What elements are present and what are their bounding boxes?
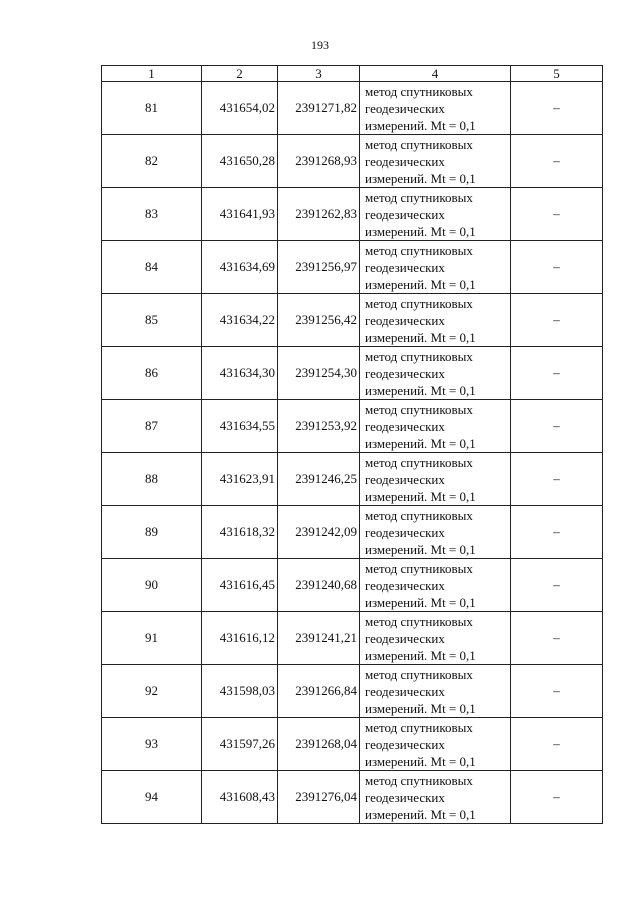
- note-cell: –: [511, 506, 603, 559]
- x-coordinate-cell: 431634,69: [202, 241, 278, 294]
- method-line: измерений. Mt = 0,1: [365, 541, 476, 557]
- method-line: геодезических: [365, 630, 445, 646]
- coordinates-table: [101, 65, 603, 824]
- note-cell: –: [511, 559, 603, 612]
- column-header-5: 5: [511, 66, 603, 82]
- method-line: геодезических: [365, 577, 445, 593]
- x-coordinate-cell: 431634,30: [202, 347, 278, 400]
- table-row: [102, 347, 603, 400]
- method-line: метод спутниковых: [365, 666, 473, 682]
- method-line: измерений. Mt = 0,1: [365, 753, 476, 769]
- method-line: метод спутниковых: [365, 772, 473, 788]
- table-row: [102, 294, 603, 347]
- method-line: измерений. Mt = 0,1: [365, 700, 476, 716]
- note-cell: –: [511, 718, 603, 771]
- y-coordinate-cell: 2391241,21: [278, 612, 360, 665]
- note-cell: –: [511, 135, 603, 188]
- x-coordinate-cell: 431650,28: [202, 135, 278, 188]
- table-row: [102, 612, 603, 665]
- note-cell: –: [511, 400, 603, 453]
- x-coordinate-cell: 431616,12: [202, 612, 278, 665]
- point-number-cell: 82: [102, 135, 202, 188]
- method-line: измерений. Mt = 0,1: [365, 647, 476, 663]
- method-line: геодезических: [365, 471, 445, 487]
- method-line: измерений. Mt = 0,1: [365, 806, 476, 822]
- x-coordinate-cell: 431634,22: [202, 294, 278, 347]
- note-cell: –: [511, 347, 603, 400]
- method-cell: [360, 718, 511, 771]
- method-line: измерений. Mt = 0,1: [365, 276, 476, 292]
- y-coordinate-cell: 2391242,09: [278, 506, 360, 559]
- method-line: геодезических: [365, 524, 445, 540]
- method-line: метод спутниковых: [365, 560, 473, 576]
- method-cell: [360, 241, 511, 294]
- table-row: [102, 665, 603, 718]
- column-header-2: 2: [202, 66, 278, 82]
- method-line: геодезических: [365, 206, 445, 222]
- point-number-cell: 93: [102, 718, 202, 771]
- method-line: метод спутниковых: [365, 613, 473, 629]
- method-line: геодезических: [365, 312, 445, 328]
- method-line: геодезических: [365, 365, 445, 381]
- method-line: измерений. Mt = 0,1: [365, 223, 476, 239]
- method-line: измерений. Mt = 0,1: [365, 382, 476, 398]
- column-header-3: 3: [278, 66, 360, 82]
- table-row: [102, 453, 603, 506]
- note-cell: –: [511, 453, 603, 506]
- note-cell: –: [511, 241, 603, 294]
- table-row: [102, 241, 603, 294]
- method-cell: [360, 612, 511, 665]
- point-number-cell: 91: [102, 612, 202, 665]
- method-cell: [360, 400, 511, 453]
- method-cell: [360, 665, 511, 718]
- x-coordinate-cell: 431608,43: [202, 771, 278, 824]
- x-coordinate-cell: 431616,45: [202, 559, 278, 612]
- table-row: [102, 82, 603, 135]
- table-row: [102, 135, 603, 188]
- method-cell: [360, 294, 511, 347]
- y-coordinate-cell: 2391271,82: [278, 82, 360, 135]
- method-line: метод спутниковых: [365, 295, 473, 311]
- method-cell: [360, 188, 511, 241]
- method-line: геодезических: [365, 418, 445, 434]
- point-number-cell: 81: [102, 82, 202, 135]
- point-number-cell: 94: [102, 771, 202, 824]
- y-coordinate-cell: 2391253,92: [278, 400, 360, 453]
- table-row: [102, 506, 603, 559]
- y-coordinate-cell: 2391268,93: [278, 135, 360, 188]
- method-line: метод спутниковых: [365, 507, 473, 523]
- x-coordinate-cell: 431641,93: [202, 188, 278, 241]
- method-cell: [360, 453, 511, 506]
- point-number-cell: 83: [102, 188, 202, 241]
- method-line: метод спутниковых: [365, 401, 473, 417]
- x-coordinate-cell: 431597,26: [202, 718, 278, 771]
- note-cell: –: [511, 612, 603, 665]
- column-header-1: 1: [102, 66, 202, 82]
- method-line: измерений. Mt = 0,1: [365, 435, 476, 451]
- y-coordinate-cell: 2391240,68: [278, 559, 360, 612]
- method-line: геодезических: [365, 153, 445, 169]
- x-coordinate-cell: 431623,91: [202, 453, 278, 506]
- table-row: [102, 771, 603, 824]
- x-coordinate-cell: 431654,02: [202, 82, 278, 135]
- note-cell: –: [511, 665, 603, 718]
- method-line: геодезических: [365, 736, 445, 752]
- table-row: [102, 718, 603, 771]
- y-coordinate-cell: 2391254,30: [278, 347, 360, 400]
- method-line: измерений. Mt = 0,1: [365, 170, 476, 186]
- method-line: измерений. Mt = 0,1: [365, 117, 476, 133]
- y-coordinate-cell: 2391276,04: [278, 771, 360, 824]
- x-coordinate-cell: 431634,55: [202, 400, 278, 453]
- method-line: измерений. Mt = 0,1: [365, 329, 476, 345]
- method-line: метод спутниковых: [365, 454, 473, 470]
- method-line: метод спутниковых: [365, 189, 473, 205]
- y-coordinate-cell: 2391268,04: [278, 718, 360, 771]
- method-line: метод спутниковых: [365, 83, 473, 99]
- point-number-cell: 85: [102, 294, 202, 347]
- x-coordinate-cell: 431618,32: [202, 506, 278, 559]
- method-cell: [360, 82, 511, 135]
- method-line: геодезических: [365, 683, 445, 699]
- method-line: метод спутниковых: [365, 719, 473, 735]
- point-number-cell: 92: [102, 665, 202, 718]
- method-cell: [360, 559, 511, 612]
- point-number-cell: 90: [102, 559, 202, 612]
- method-cell: [360, 135, 511, 188]
- point-number-cell: 87: [102, 400, 202, 453]
- method-cell: [360, 506, 511, 559]
- method-line: геодезических: [365, 789, 445, 805]
- point-number-cell: 89: [102, 506, 202, 559]
- table-row: [102, 188, 603, 241]
- method-cell: [360, 771, 511, 824]
- method-line: измерений. Mt = 0,1: [365, 488, 476, 504]
- table-header-row: [102, 66, 603, 82]
- y-coordinate-cell: 2391262,83: [278, 188, 360, 241]
- method-line: метод спутниковых: [365, 348, 473, 364]
- point-number-cell: 88: [102, 453, 202, 506]
- note-cell: –: [511, 188, 603, 241]
- method-line: метод спутниковых: [365, 242, 473, 258]
- point-number-cell: 86: [102, 347, 202, 400]
- y-coordinate-cell: 2391246,25: [278, 453, 360, 506]
- method-line: метод спутниковых: [365, 136, 473, 152]
- method-cell: [360, 347, 511, 400]
- table-row: [102, 400, 603, 453]
- point-number-cell: 84: [102, 241, 202, 294]
- table-row: [102, 559, 603, 612]
- y-coordinate-cell: 2391266,84: [278, 665, 360, 718]
- column-header-4: 4: [360, 66, 511, 82]
- method-line: геодезических: [365, 259, 445, 275]
- method-line: измерений. Mt = 0,1: [365, 594, 476, 610]
- note-cell: –: [511, 771, 603, 824]
- note-cell: –: [511, 82, 603, 135]
- method-line: геодезических: [365, 100, 445, 116]
- x-coordinate-cell: 431598,03: [202, 665, 278, 718]
- page-number: 193: [311, 38, 329, 52]
- note-cell: –: [511, 294, 603, 347]
- y-coordinate-cell: 2391256,97: [278, 241, 360, 294]
- y-coordinate-cell: 2391256,42: [278, 294, 360, 347]
